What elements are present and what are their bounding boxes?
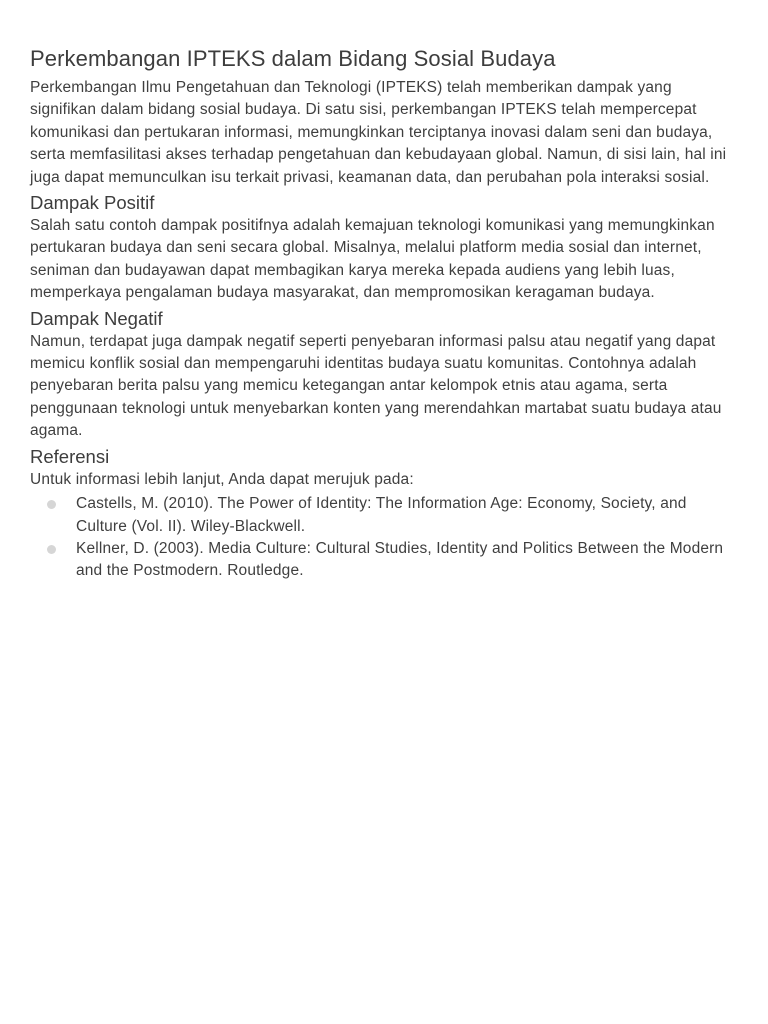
bullet-icon — [47, 500, 56, 509]
references-heading: Referensi — [30, 445, 110, 467]
section-body-positive: Salah satu contoh dampak positifnya adalah kemajuan teknologi komunikasi yang memungkinkan pertukaran budaya dan seni secara global. Misalnya, melalui platform media sosial dan internet, seniman dan budayawan dapat membagikan karya mereka kepada audiens yang lebih luas, memperkaya pengalaman budaya masyarakat, dan mempromosikan keragaman budaya. — [30, 217, 715, 302]
references-intro: Untuk informasi lebih lanjut, Anda dapat merujuk pada: — [30, 470, 414, 488]
page-title: Perkembangan IPTEKS dalam Bidang Sosial Budaya — [30, 46, 556, 71]
reference-list — [30, 493, 738, 583]
section-heading-negative: Dampak Negatif — [30, 307, 163, 329]
section-heading-positive: Dampak Positif — [30, 192, 155, 214]
reference-item — [76, 493, 738, 538]
section-body-negative: Namun, terdapat juga dampak negatif seperti penyebaran informasi palsu atau negatif yang dapat memicu konflik sosial dan mempengaruhi identitas budaya suatu komunitas. Contohnya adalah penyebaran berita palsu yang memicu ketegangan antar kelompok etnis atau agama, serta penggunaan teknologi untuk menyebarkan konten yang merendahkan martabat suatu budaya atau agama. — [30, 332, 722, 440]
reference-item — [76, 538, 738, 583]
intro-paragraph: Perkembangan Ilmu Pengetahuan dan Teknologi (IPTEKS) telah memberikan dampak yang signifikan dalam bidang sosial budaya. Di satu sisi, perkembangan IPTEKS telah mempercepat komunikasi dan pertukaran informasi, memungkinkan terciptanya inovasi dalam seni dan budaya, serta memfasilitasi akses terhadap pengetahuan dan kebudayaan global. Namun, di sisi lain, hal ini juga dapat memunculkan isu terkait privasi, keamanan data, dan perubahan pola interaksi sosial. — [30, 79, 727, 186]
reference-text: Castells, M. (2010). The Power of Identity: The Information Age: Economy, Society, and Culture (Vol. II). Wiley-Blackwell. — [76, 495, 687, 535]
bullet-icon — [47, 545, 56, 554]
reference-text: Kellner, D. (2003). Media Culture: Cultural Studies, Identity and Politics Between the Modern and the Postmodern. Routledge. — [76, 539, 724, 580]
